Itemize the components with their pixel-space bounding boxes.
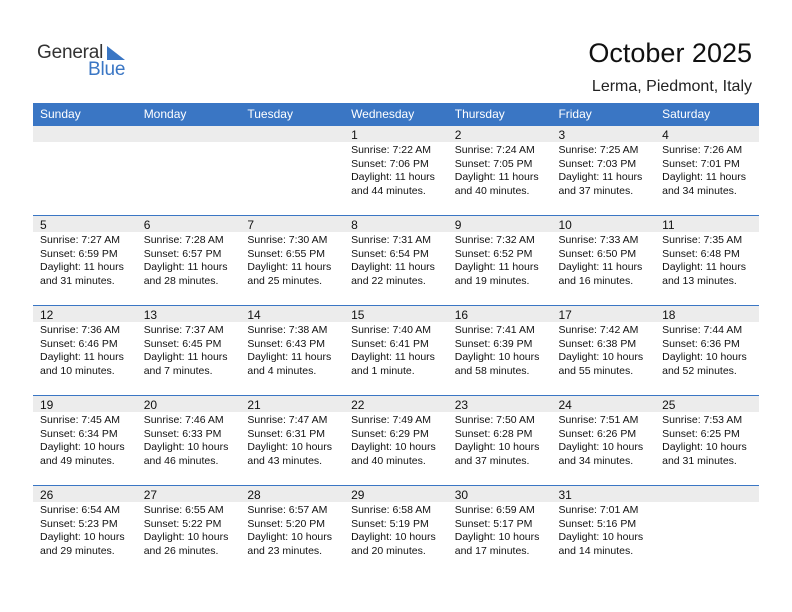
- weekday-header-wednesday: Wednesday: [351, 107, 415, 121]
- day-sun-info: [448, 322, 552, 378]
- daylight-hours: Daylight: 10 hours: [662, 441, 747, 454]
- day-cell: [655, 126, 759, 215]
- daylight-minutes: and 19 minutes.: [454, 274, 530, 287]
- sunset-time: Sunset: 6:55 PM: [247, 247, 326, 260]
- daylight-hours: Daylight: 11 hours: [662, 261, 746, 274]
- sunrise-time: Sunrise: 7:33 AM: [558, 234, 639, 246]
- daylight-minutes: and 34 minutes.: [662, 184, 737, 197]
- daylight-hours: Daylight: 11 hours: [40, 351, 124, 364]
- day-cell: [448, 306, 552, 395]
- sunrise-time: Sunrise: 7:25 AM: [558, 144, 639, 156]
- sunrise-time: Sunrise: 7:47 AM: [247, 414, 328, 426]
- daylight-hours: Daylight: 11 hours: [662, 171, 746, 184]
- daylight-hours: Daylight: 10 hours: [662, 351, 747, 364]
- day-sun-info: [344, 142, 448, 198]
- day-cell: [551, 216, 655, 305]
- sunset-time: Sunset: 6:41 PM: [351, 337, 429, 350]
- day-sun-info: [137, 412, 241, 468]
- day-number: 24: [551, 396, 655, 412]
- daylight-hours: Daylight: 10 hours: [351, 441, 436, 454]
- daylight-minutes: and 43 minutes.: [247, 454, 323, 467]
- day-number: 9: [448, 216, 552, 232]
- day-cell: [240, 216, 344, 305]
- sunset-time: Sunset: 5:20 PM: [247, 517, 326, 530]
- day-number: 3: [551, 126, 655, 142]
- day-sun-info: [344, 502, 448, 558]
- day-number: 31: [551, 486, 655, 502]
- daylight-minutes: and 13 minutes.: [662, 274, 737, 287]
- day-sun-info: [240, 412, 344, 468]
- day-cell: [655, 216, 759, 305]
- day-cell: [137, 396, 241, 485]
- sunrise-time: Sunrise: 7:35 AM: [662, 234, 743, 246]
- day-number: 10: [551, 216, 655, 232]
- day-sun-info: [655, 322, 759, 378]
- daylight-minutes: and 49 minutes.: [40, 454, 115, 467]
- sunset-time: Sunset: 7:01 PM: [662, 157, 740, 170]
- day-number: 30: [448, 486, 552, 502]
- daylight-minutes: and 23 minutes.: [247, 544, 323, 557]
- sunrise-time: Sunrise: 7:46 AM: [143, 414, 224, 426]
- day-sun-info: [137, 502, 241, 558]
- sunset-time: Sunset: 5:16 PM: [558, 517, 637, 530]
- day-number: 27: [137, 486, 241, 502]
- day-sun-info: [448, 412, 552, 468]
- calendar-week-row: [33, 396, 759, 486]
- day-number: 28: [240, 486, 344, 502]
- day-number: 23: [448, 396, 552, 412]
- page-title: October 2025: [588, 38, 752, 68]
- daylight-hours: Daylight: 11 hours: [454, 261, 539, 274]
- sunset-time: Sunset: 6:25 PM: [662, 427, 740, 440]
- calendar-week-row: [33, 306, 759, 396]
- daylight-minutes: and 29 minutes.: [40, 544, 115, 557]
- day-cell: [137, 486, 241, 576]
- sunrise-time: Sunrise: 7:36 AM: [40, 324, 120, 336]
- sunset-time: Sunset: 5:17 PM: [454, 517, 533, 530]
- sunset-time: Sunset: 5:22 PM: [143, 517, 222, 530]
- sunset-time: Sunset: 6:36 PM: [662, 337, 740, 350]
- daylight-hours: Daylight: 10 hours: [40, 531, 125, 544]
- daylight-hours: Daylight: 10 hours: [558, 441, 644, 454]
- day-number: 19: [33, 396, 137, 412]
- day-number: 13: [137, 306, 241, 322]
- logo-general-text: General: [37, 42, 104, 63]
- day-sun-info: [448, 232, 552, 288]
- daylight-minutes: and 17 minutes.: [454, 544, 530, 557]
- daylight-minutes: and 34 minutes.: [558, 454, 634, 467]
- daylight-minutes: and 37 minutes.: [558, 184, 634, 197]
- daylight-hours: Daylight: 10 hours: [454, 441, 540, 454]
- day-number: 26: [33, 486, 137, 502]
- sunset-time: Sunset: 6:45 PM: [143, 337, 222, 350]
- daylight-minutes: and 26 minutes.: [143, 544, 219, 557]
- sunrise-time: Sunrise: 7:01 AM: [558, 504, 639, 516]
- calendar-week-row: [33, 216, 759, 306]
- day-cell: [448, 486, 552, 576]
- day-cell: [551, 396, 655, 485]
- daylight-minutes: and 4 minutes.: [247, 364, 317, 377]
- day-number: [33, 126, 137, 142]
- daylight-minutes: and 37 minutes.: [454, 454, 530, 467]
- day-sun-info: [137, 232, 241, 288]
- day-number: 12: [33, 306, 137, 322]
- daylight-minutes: and 22 minutes.: [351, 274, 426, 287]
- day-number: 5: [33, 216, 137, 232]
- weekday-header-sunday: Sunday: [40, 107, 81, 121]
- day-sun-info: [551, 322, 655, 378]
- weekday-header-saturday: Saturday: [662, 107, 711, 121]
- daylight-hours: Daylight: 11 hours: [351, 171, 435, 184]
- weekday-header-thursday: Thursday: [454, 107, 505, 121]
- weekday-header-monday: Monday: [143, 107, 187, 121]
- day-cell: [33, 216, 137, 305]
- daylight-minutes: and 7 minutes.: [143, 364, 213, 377]
- logo-blue-text: Blue: [88, 59, 126, 80]
- day-sun-info: [448, 142, 552, 198]
- sunset-time: Sunset: 6:26 PM: [558, 427, 637, 440]
- sunrise-time: Sunrise: 7:41 AM: [454, 324, 535, 336]
- day-cell: [344, 126, 448, 215]
- day-sun-info: [240, 232, 344, 288]
- daylight-hours: Daylight: 10 hours: [558, 351, 644, 364]
- daylight-hours: Daylight: 11 hours: [558, 261, 643, 274]
- daylight-minutes: and 31 minutes.: [40, 274, 115, 287]
- day-number: 22: [344, 396, 448, 412]
- day-number: 29: [344, 486, 448, 502]
- sunrise-time: Sunrise: 7:45 AM: [40, 414, 120, 426]
- day-cell: [655, 306, 759, 395]
- day-sun-info: [33, 232, 137, 288]
- sunset-time: Sunset: 6:28 PM: [454, 427, 533, 440]
- sunrise-time: Sunrise: 7:40 AM: [351, 324, 432, 336]
- day-cell: [137, 216, 241, 305]
- sunrise-time: Sunrise: 6:57 AM: [247, 504, 328, 516]
- day-cell: [344, 486, 448, 576]
- day-cell: [551, 486, 655, 576]
- day-number: 8: [344, 216, 448, 232]
- sunset-time: Sunset: 6:39 PM: [454, 337, 533, 350]
- daylight-hours: Daylight: 10 hours: [558, 531, 644, 544]
- sunrise-time: Sunrise: 7:26 AM: [662, 144, 743, 156]
- day-sun-info: [344, 412, 448, 468]
- day-number: 18: [655, 306, 759, 322]
- day-number: 14: [240, 306, 344, 322]
- day-number: 17: [551, 306, 655, 322]
- sunrise-time: Sunrise: 7:37 AM: [143, 324, 224, 336]
- daylight-minutes: and 46 minutes.: [143, 454, 219, 467]
- day-sun-info: [344, 232, 448, 288]
- day-number: [137, 126, 241, 142]
- day-cell: [240, 396, 344, 485]
- sunset-time: Sunset: 6:34 PM: [40, 427, 118, 440]
- daylight-minutes: and 40 minutes.: [454, 184, 530, 197]
- sunrise-time: Sunrise: 6:58 AM: [351, 504, 432, 516]
- day-sun-info: [551, 412, 655, 468]
- day-number: 11: [655, 216, 759, 232]
- daylight-hours: Daylight: 10 hours: [351, 531, 436, 544]
- daylight-minutes: and 28 minutes.: [143, 274, 219, 287]
- sunrise-time: Sunrise: 6:54 AM: [40, 504, 120, 516]
- sunset-time: Sunset: 6:48 PM: [662, 247, 740, 260]
- day-sun-info: [551, 502, 655, 558]
- sunrise-time: Sunrise: 7:53 AM: [662, 414, 743, 426]
- day-sun-info: [655, 142, 759, 198]
- day-number: 2: [448, 126, 552, 142]
- sunset-time: Sunset: 6:52 PM: [454, 247, 533, 260]
- day-number: 7: [240, 216, 344, 232]
- daylight-minutes: and 10 minutes.: [40, 364, 115, 377]
- daylight-hours: Daylight: 11 hours: [247, 351, 332, 364]
- day-sun-info: [551, 142, 655, 198]
- day-sun-info: [240, 502, 344, 558]
- day-cell: [240, 486, 344, 576]
- day-sun-info: [33, 412, 137, 468]
- daylight-minutes: and 14 minutes.: [558, 544, 634, 557]
- day-number: 20: [137, 396, 241, 412]
- weekday-header-tuesday: Tuesday: [247, 107, 293, 121]
- daylight-hours: Daylight: 10 hours: [247, 441, 333, 454]
- day-number: [240, 126, 344, 142]
- daylight-minutes: and 40 minutes.: [351, 454, 426, 467]
- daylight-hours: Daylight: 11 hours: [351, 261, 435, 274]
- day-number: 15: [344, 306, 448, 322]
- sunset-time: Sunset: 6:46 PM: [40, 337, 118, 350]
- daylight-hours: Daylight: 10 hours: [454, 531, 540, 544]
- calendar-grid: [33, 103, 759, 576]
- sunrise-time: Sunrise: 7:27 AM: [40, 234, 120, 246]
- daylight-hours: Daylight: 11 hours: [143, 351, 228, 364]
- day-number: 16: [448, 306, 552, 322]
- sunset-time: Sunset: 5:19 PM: [351, 517, 429, 530]
- sunset-time: Sunset: 7:06 PM: [351, 157, 429, 170]
- day-cell: [344, 306, 448, 395]
- day-sun-info: [137, 142, 241, 144]
- day-number: [655, 486, 759, 502]
- logo: [37, 42, 137, 82]
- sunset-time: Sunset: 6:57 PM: [143, 247, 222, 260]
- sunrise-time: Sunrise: 7:51 AM: [558, 414, 639, 426]
- day-sun-info: [240, 322, 344, 378]
- day-number: 21: [240, 396, 344, 412]
- daylight-hours: Daylight: 10 hours: [143, 531, 229, 544]
- location-subtitle: Lerma, Piedmont, Italy: [591, 78, 752, 95]
- sunset-time: Sunset: 6:54 PM: [351, 247, 429, 260]
- day-sun-info: [33, 142, 137, 144]
- sunset-time: Sunset: 6:43 PM: [247, 337, 326, 350]
- calendar-week-row: [33, 486, 759, 576]
- day-sun-info: [448, 502, 552, 558]
- daylight-minutes: and 16 minutes.: [558, 274, 634, 287]
- sunrise-time: Sunrise: 7:44 AM: [662, 324, 743, 336]
- day-sun-info: [551, 232, 655, 288]
- day-sun-info: [33, 322, 137, 378]
- calendar-weeks: [33, 126, 759, 576]
- sunset-time: Sunset: 6:29 PM: [351, 427, 429, 440]
- daylight-hours: Daylight: 11 hours: [558, 171, 643, 184]
- daylight-hours: Daylight: 11 hours: [40, 261, 124, 274]
- day-sun-info: [137, 322, 241, 378]
- daylight-minutes: and 55 minutes.: [558, 364, 634, 377]
- daylight-hours: Daylight: 11 hours: [454, 171, 539, 184]
- sunset-time: Sunset: 7:03 PM: [558, 157, 637, 170]
- sunset-time: Sunset: 6:50 PM: [558, 247, 637, 260]
- day-sun-info: [33, 502, 137, 558]
- logo-triangle-icon: [107, 46, 125, 60]
- sunset-time: Sunset: 6:31 PM: [247, 427, 326, 440]
- sunset-time: Sunset: 6:59 PM: [40, 247, 118, 260]
- day-cell: [33, 396, 137, 485]
- day-cell: [655, 486, 759, 576]
- day-cell: [344, 396, 448, 485]
- day-number: 4: [655, 126, 759, 142]
- daylight-minutes: and 58 minutes.: [454, 364, 530, 377]
- daylight-hours: Daylight: 11 hours: [247, 261, 332, 274]
- daylight-minutes: and 52 minutes.: [662, 364, 737, 377]
- sunrise-time: Sunrise: 7:32 AM: [454, 234, 535, 246]
- daylight-hours: Daylight: 10 hours: [454, 351, 540, 364]
- day-cell: [33, 306, 137, 395]
- daylight-minutes: and 44 minutes.: [351, 184, 426, 197]
- day-sun-info: [655, 232, 759, 288]
- weekday-header-friday: Friday: [558, 107, 592, 121]
- day-sun-info: [655, 502, 759, 504]
- sunrise-time: Sunrise: 7:42 AM: [558, 324, 639, 336]
- day-cell: [551, 126, 655, 215]
- day-number: 6: [137, 216, 241, 232]
- daylight-hours: Daylight: 11 hours: [143, 261, 228, 274]
- day-cell: [137, 306, 241, 395]
- day-sun-info: [240, 142, 344, 144]
- daylight-hours: Daylight: 10 hours: [247, 531, 333, 544]
- sunrise-time: Sunrise: 7:30 AM: [247, 234, 328, 246]
- sunrise-time: Sunrise: 6:55 AM: [143, 504, 224, 516]
- day-cell: [33, 486, 137, 576]
- sunrise-time: Sunrise: 7:22 AM: [351, 144, 432, 156]
- day-number: 1: [344, 126, 448, 142]
- sunset-time: Sunset: 6:38 PM: [558, 337, 637, 350]
- calendar-week-row: [33, 126, 759, 216]
- day-sun-info: [655, 412, 759, 468]
- daylight-minutes: and 1 minute.: [351, 364, 415, 377]
- sunrise-time: Sunrise: 7:49 AM: [351, 414, 432, 426]
- sunset-time: Sunset: 5:23 PM: [40, 517, 118, 530]
- day-cell: [448, 396, 552, 485]
- sunset-time: Sunset: 6:33 PM: [143, 427, 222, 440]
- sunrise-time: Sunrise: 7:24 AM: [454, 144, 535, 156]
- day-cell: [240, 126, 344, 215]
- daylight-hours: Daylight: 10 hours: [143, 441, 229, 454]
- weekday-header-row: [33, 103, 759, 126]
- daylight-hours: Daylight: 10 hours: [40, 441, 125, 454]
- day-cell: [448, 216, 552, 305]
- day-cell: [344, 216, 448, 305]
- daylight-minutes: and 20 minutes.: [351, 544, 426, 557]
- daylight-hours: Daylight: 11 hours: [351, 351, 435, 364]
- day-cell: [655, 396, 759, 485]
- sunrise-time: Sunrise: 7:50 AM: [454, 414, 535, 426]
- day-cell: [137, 126, 241, 215]
- day-sun-info: [344, 322, 448, 378]
- day-cell: [33, 126, 137, 215]
- sunrise-time: Sunrise: 7:38 AM: [247, 324, 328, 336]
- day-number: 25: [655, 396, 759, 412]
- day-cell: [551, 306, 655, 395]
- sunrise-time: Sunrise: 7:31 AM: [351, 234, 432, 246]
- sunset-time: Sunset: 7:05 PM: [454, 157, 533, 170]
- daylight-minutes: and 31 minutes.: [662, 454, 737, 467]
- sunrise-time: Sunrise: 6:59 AM: [454, 504, 535, 516]
- sunrise-time: Sunrise: 7:28 AM: [143, 234, 224, 246]
- daylight-minutes: and 25 minutes.: [247, 274, 323, 287]
- day-cell: [240, 306, 344, 395]
- day-cell: [448, 126, 552, 215]
